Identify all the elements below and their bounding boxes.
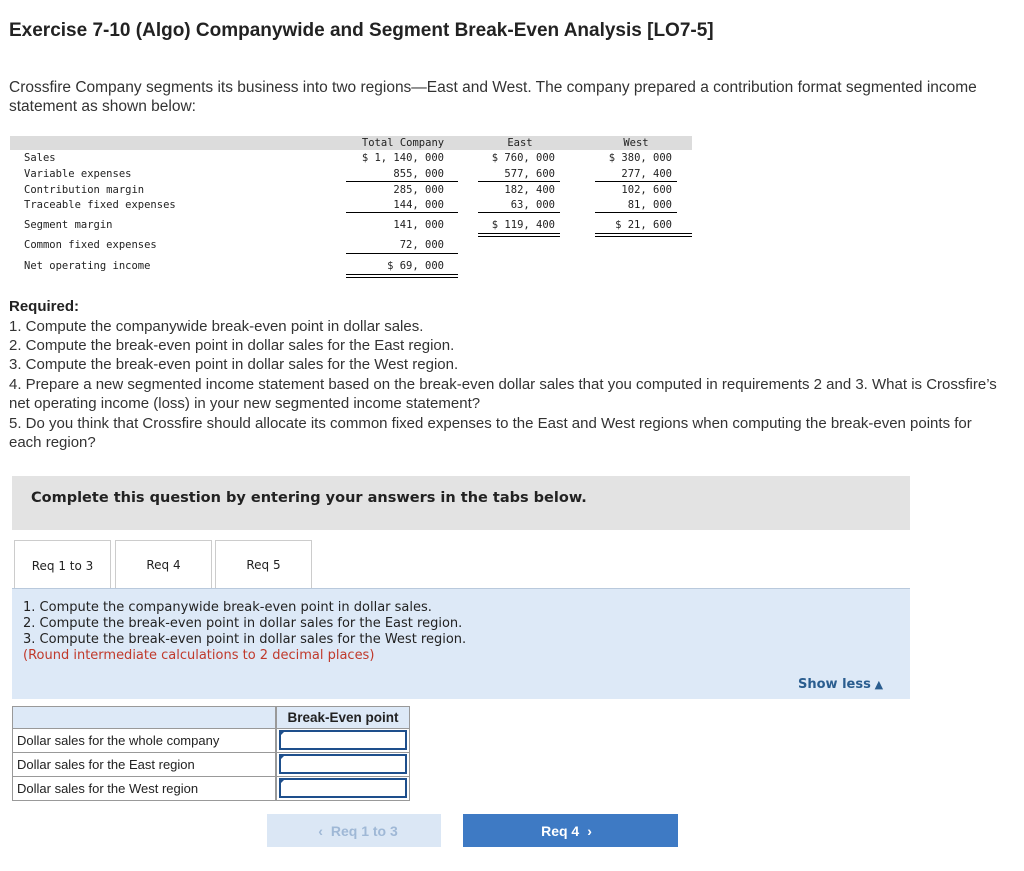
- required-item: 2. Compute the break-even point in dollar sales for the East region.: [9, 337, 455, 354]
- cell-west: 102, 600: [621, 184, 672, 196]
- cell-west: 81, 000: [627, 199, 672, 211]
- rule: [346, 212, 458, 213]
- rounding-note: (Round intermediate calculations to 2 decimal places): [23, 648, 375, 663]
- row-label: Segment margin: [24, 219, 113, 231]
- answer-row-label: Dollar sales for the West region: [12, 777, 276, 801]
- panel-line: 3. Compute the break-even point in dollar sales for the West region.: [23, 632, 467, 647]
- prev-button-label: Req 1 to 3: [330, 822, 398, 839]
- answer-row-label: Dollar sales for the whole company: [12, 729, 276, 753]
- col-header-west: West: [623, 137, 649, 149]
- cell-total: 285, 000: [393, 184, 444, 196]
- instructions-banner: [12, 476, 910, 530]
- cell-east: 63, 000: [510, 199, 555, 211]
- cell-east: $ 119, 400: [491, 219, 555, 231]
- cell-total: 141, 000: [393, 219, 444, 231]
- answer-header-blank: [12, 706, 276, 729]
- intro-text: Crossfire Company segments its business into two regions—East and West. The company prepared a contribution format segmented income statement as shown below:: [9, 79, 977, 115]
- cell-west: 277, 400: [621, 168, 672, 180]
- col-header-total: Total Company: [361, 137, 445, 149]
- double-rule: [595, 233, 692, 237]
- triangle-up-icon: ▲: [870, 678, 884, 691]
- row-label: Contribution margin: [24, 184, 145, 196]
- cell-total: $ 69, 000: [387, 260, 444, 272]
- cell-east: 182, 400: [504, 184, 555, 196]
- row-label: Common fixed expenses: [24, 239, 157, 251]
- answer-row-label: Dollar sales for the East region: [12, 753, 276, 777]
- tab-req-4[interactable]: Req 4: [115, 540, 212, 589]
- rule: [595, 212, 677, 213]
- rule: [478, 212, 560, 213]
- answer-cell: [276, 729, 410, 753]
- cell-east: 577, 600: [504, 168, 555, 180]
- rule: [595, 181, 677, 182]
- cell-west: $ 380, 000: [608, 152, 672, 164]
- cell-total: 72, 000: [399, 239, 444, 251]
- chevron-left-icon: ‹: [318, 822, 323, 839]
- show-less-label: Show less: [798, 677, 871, 692]
- answer-header: Break-Even point: [276, 706, 410, 729]
- answer-cell: [276, 753, 410, 777]
- panel-line: 2. Compute the break-even point in dollar sales for the East region.: [23, 616, 463, 631]
- next-button-label: Req 4: [541, 822, 580, 839]
- answer-cell: [276, 777, 410, 801]
- rule: [346, 181, 458, 182]
- required-item: 4. Prepare a new segmented income statement based on the break-even dollar sales that you computed in requirements 2 and 3. What is Crossfire’s net operating income (loss) in your new segmented income statement?: [9, 376, 997, 412]
- rule: [478, 181, 560, 182]
- chevron-right-icon: ›: [587, 822, 592, 839]
- banner-text: Complete this question by entering your answers in the tabs below.: [31, 490, 587, 506]
- row-label: Variable expenses: [24, 168, 132, 180]
- required-title: Required:: [9, 298, 80, 315]
- row-label: Traceable fixed expenses: [24, 199, 176, 211]
- double-rule: [478, 233, 560, 237]
- panel-line: 1. Compute the companywide break-even point in dollar sales.: [23, 600, 432, 615]
- row-label: Sales: [24, 152, 56, 164]
- col-header-east: East: [507, 137, 533, 149]
- tab-panel: [12, 588, 910, 699]
- rule: [346, 253, 458, 254]
- double-rule: [346, 274, 458, 278]
- cell-total: 144, 000: [393, 199, 444, 211]
- required-item: 3. Compute the break-even point in dollar sales for the West region.: [9, 356, 459, 373]
- next-button[interactable]: [463, 814, 678, 847]
- cell-total: $ 1, 140, 000: [361, 152, 444, 164]
- required-item: 5. Do you think that Crossfire should allocate its common fixed expenses to the East and West regions when computing the break-even points for each region?: [9, 415, 972, 451]
- cell-total: 855, 000: [393, 168, 444, 180]
- break-even-east-input[interactable]: [279, 754, 407, 774]
- break-even-company-input[interactable]: [279, 730, 407, 750]
- page-title: Exercise 7-10 (Algo) Companywide and Segment Break-Even Analysis [LO7-5]: [9, 20, 714, 41]
- cell-west: $ 21, 600: [615, 219, 672, 231]
- required-item: 1. Compute the companywide break-even point in dollar sales.: [9, 318, 424, 335]
- cell-east: $ 760, 000: [491, 152, 555, 164]
- tab-req-1-to-3[interactable]: Req 1 to 3: [14, 540, 111, 590]
- row-label: Net operating income: [24, 260, 151, 272]
- prev-button[interactable]: [267, 814, 441, 847]
- tab-req-5[interactable]: Req 5: [215, 540, 312, 589]
- show-less-button[interactable]: [798, 677, 883, 692]
- break-even-west-input[interactable]: [279, 778, 407, 798]
